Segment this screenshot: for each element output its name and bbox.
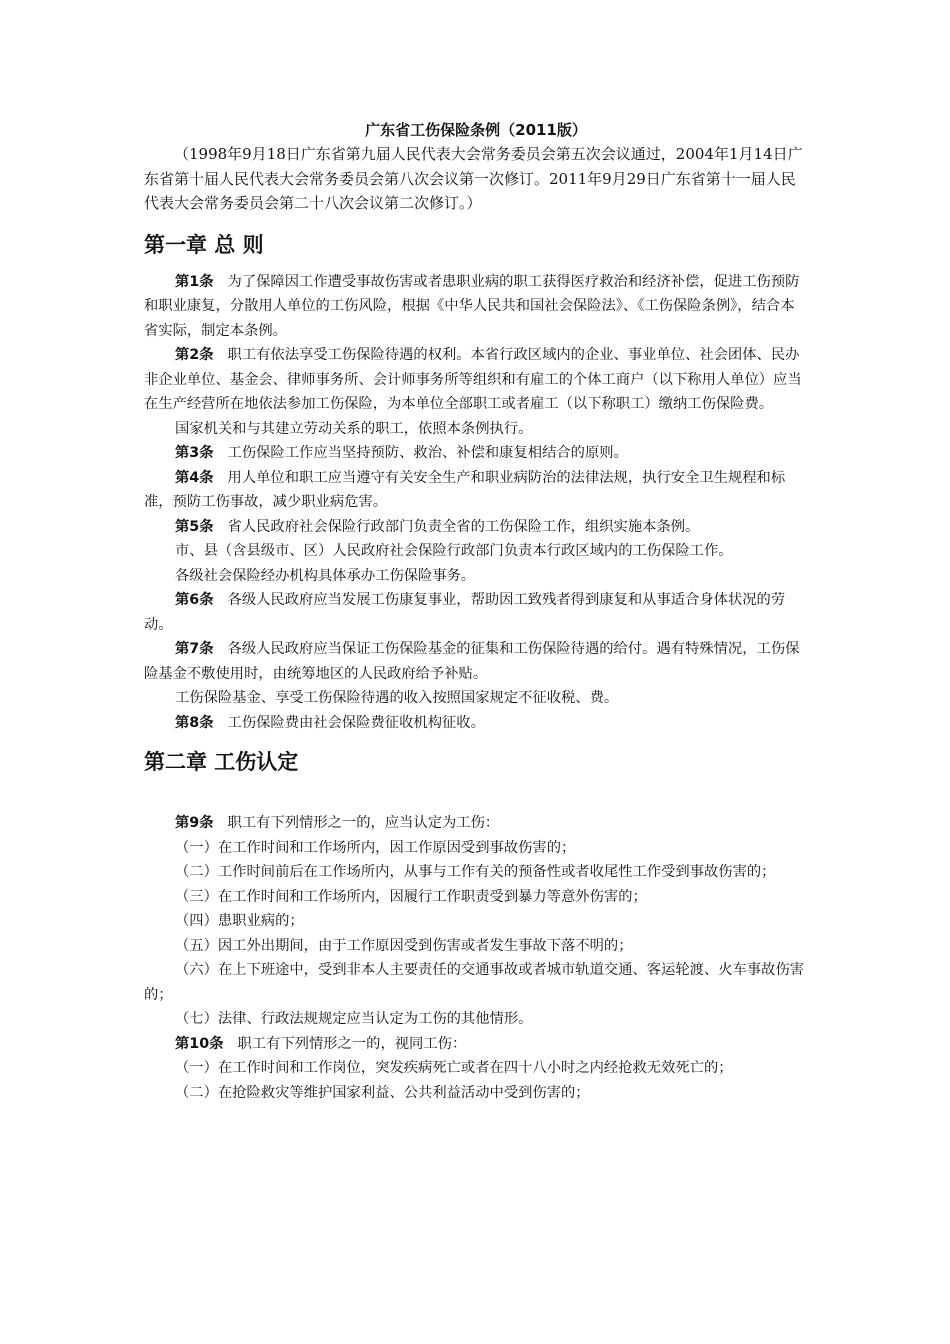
article-10-item: （一）在工作时间和工作岗位，突发疾病死亡或者在四十八小时之内经抢救无效死亡的； (175, 1060, 733, 1076)
article-text: 用人单位和职工应当遵守有关安全生产和职业病防治的法律法规，执行安全卫生规程和标准，预防工伤事故，减少职业病危害。 (144, 469, 786, 510)
article-text: 工伤保险工作应当坚持预防、救治、补偿和康复相结合的原则。 (227, 445, 628, 461)
article-text: 职工有依法享受工伤保险待遇的权利。本省行政区域内的企业、事业单位、社会团体、民办非企业单位、基金会、律师事务所、会计师事务所等组织和有雇工的个体工商户（以下称用人单位）应当在生产经营所在地依法参加工伤保险，为本单位全部职工或者雇工（以下称职工）缴纳工伤保险费。 (144, 347, 802, 412)
article-2-paragraph-2: 国家机关和与其建立劳动关系的职工，依照本条例执行。 (175, 420, 533, 437)
article-5-paragraph-2: 市、县（含县级市、区）人民政府社会保险行政部门负责本行政区域内的工伤保险工作。 (175, 543, 733, 559)
article-text: 各级人民政府应当发展工伤康复事业，帮助因工致残者得到康复和从事适合身体状况的劳动。 (144, 592, 786, 633)
document-title: 广东省工伤保险条例（2011版） (365, 121, 587, 139)
article-number: 第9条 (175, 815, 214, 831)
chapter-1-heading: 第一章 总 则 (144, 232, 264, 257)
article-10-item: （二）在抢险救灾等维护国家利益、公共利益活动中受到伤害的； (175, 1084, 590, 1101)
article-number: 第4条 (175, 469, 214, 486)
article-3 (144, 441, 808, 466)
article-5-paragraph-3: 各级社会保险经办机构具体承办工伤保险事务。 (175, 567, 476, 584)
article-9-item: （三）在工作时间和工作场所内，因履行工作职责受到暴力等意外伤害的； (175, 888, 647, 905)
article-number: 第6条 (175, 592, 214, 608)
article-text: 省人民政府社会保险行政部门负责全省的工伤保险工作，组织实施本条例。 (227, 518, 700, 535)
article-5 (144, 515, 808, 540)
article-number: 第1条 (175, 273, 214, 290)
article-9-item: （二）工作时间前后在工作场所内，从事与工作有关的预备性或者收尾性工作受到事故伤害的； (175, 864, 776, 880)
article-9-item: （七）法律、行政法规规定应当认定为工伤的其他情形。 (175, 1011, 533, 1027)
article-number: 第8条 (175, 714, 214, 731)
chapter-2-heading: 第二章 工伤认定 (144, 750, 299, 774)
article-9-item: （一）在工作时间和工作场所内，因工作原因受到事故伤害的； (175, 839, 576, 856)
article-text: 职工有下列情形之一的，视同工伤： (237, 1035, 467, 1052)
article-10 (144, 1032, 808, 1057)
article-9 (144, 811, 808, 836)
article-number: 第5条 (175, 518, 214, 535)
article-text: 为了保障因工作遭受事故伤害或者患职业病的职工获得医疗救治和经济补偿，促进工伤预防和职业康复，分散用人单位的工伤风险，根据《中华人民共和国社会保险法》、《工伤保险条例》，结合本省实际，制定本条例。 (144, 273, 800, 339)
article-7 (144, 637, 808, 686)
article-text: 工伤保险费由社会保险费征收机构征收。 (227, 714, 485, 731)
article-7-paragraph-2: 工伤保险基金、享受工伤保险待遇的收入按照国家规定不征收税、费。 (175, 690, 619, 706)
article-4 (144, 466, 808, 515)
document-page (144, 118, 808, 1105)
article-9-item: （五）因工外出期间，由于工作原因受到伤害或者发生事故下落不明的； (175, 937, 633, 954)
article-8 (144, 711, 808, 736)
article-text: 职工有下列情形之一的，应当认定为工伤： (227, 815, 500, 831)
article-1 (144, 270, 808, 344)
article-text: 各级人民政府应当保证工伤保险基金的征集和工伤保险待遇的给付。遇有特殊情况，工伤保险基金不敷使用时，由统筹地区的人民政府给予补贴。 (144, 641, 800, 682)
article-number: 第7条 (175, 641, 214, 657)
article-9-item: （四）患职业病的； (175, 913, 304, 929)
article-number: 第3条 (175, 445, 214, 461)
article-number: 第10条 (175, 1035, 224, 1052)
article-9-item: （六）在上下班途中，受到非本人主要责任的交通事故或者城市轨道交通、客运轮渡、火车事故伤害的； (144, 962, 805, 1003)
article-number: 第2条 (175, 347, 214, 363)
article-2 (144, 343, 808, 417)
article-6 (144, 588, 808, 637)
document-intro: （1998年9月18日广东省第九届人民代表大会常务委员会第五次会议通过，2004年1月14日广东省第十届人民代表大会常务委员会第八次会议第一次修订。2011年9月29日广东省第十一届人民代表大会常务委员会第二十八次会议第二次修订。） (144, 145, 803, 212)
